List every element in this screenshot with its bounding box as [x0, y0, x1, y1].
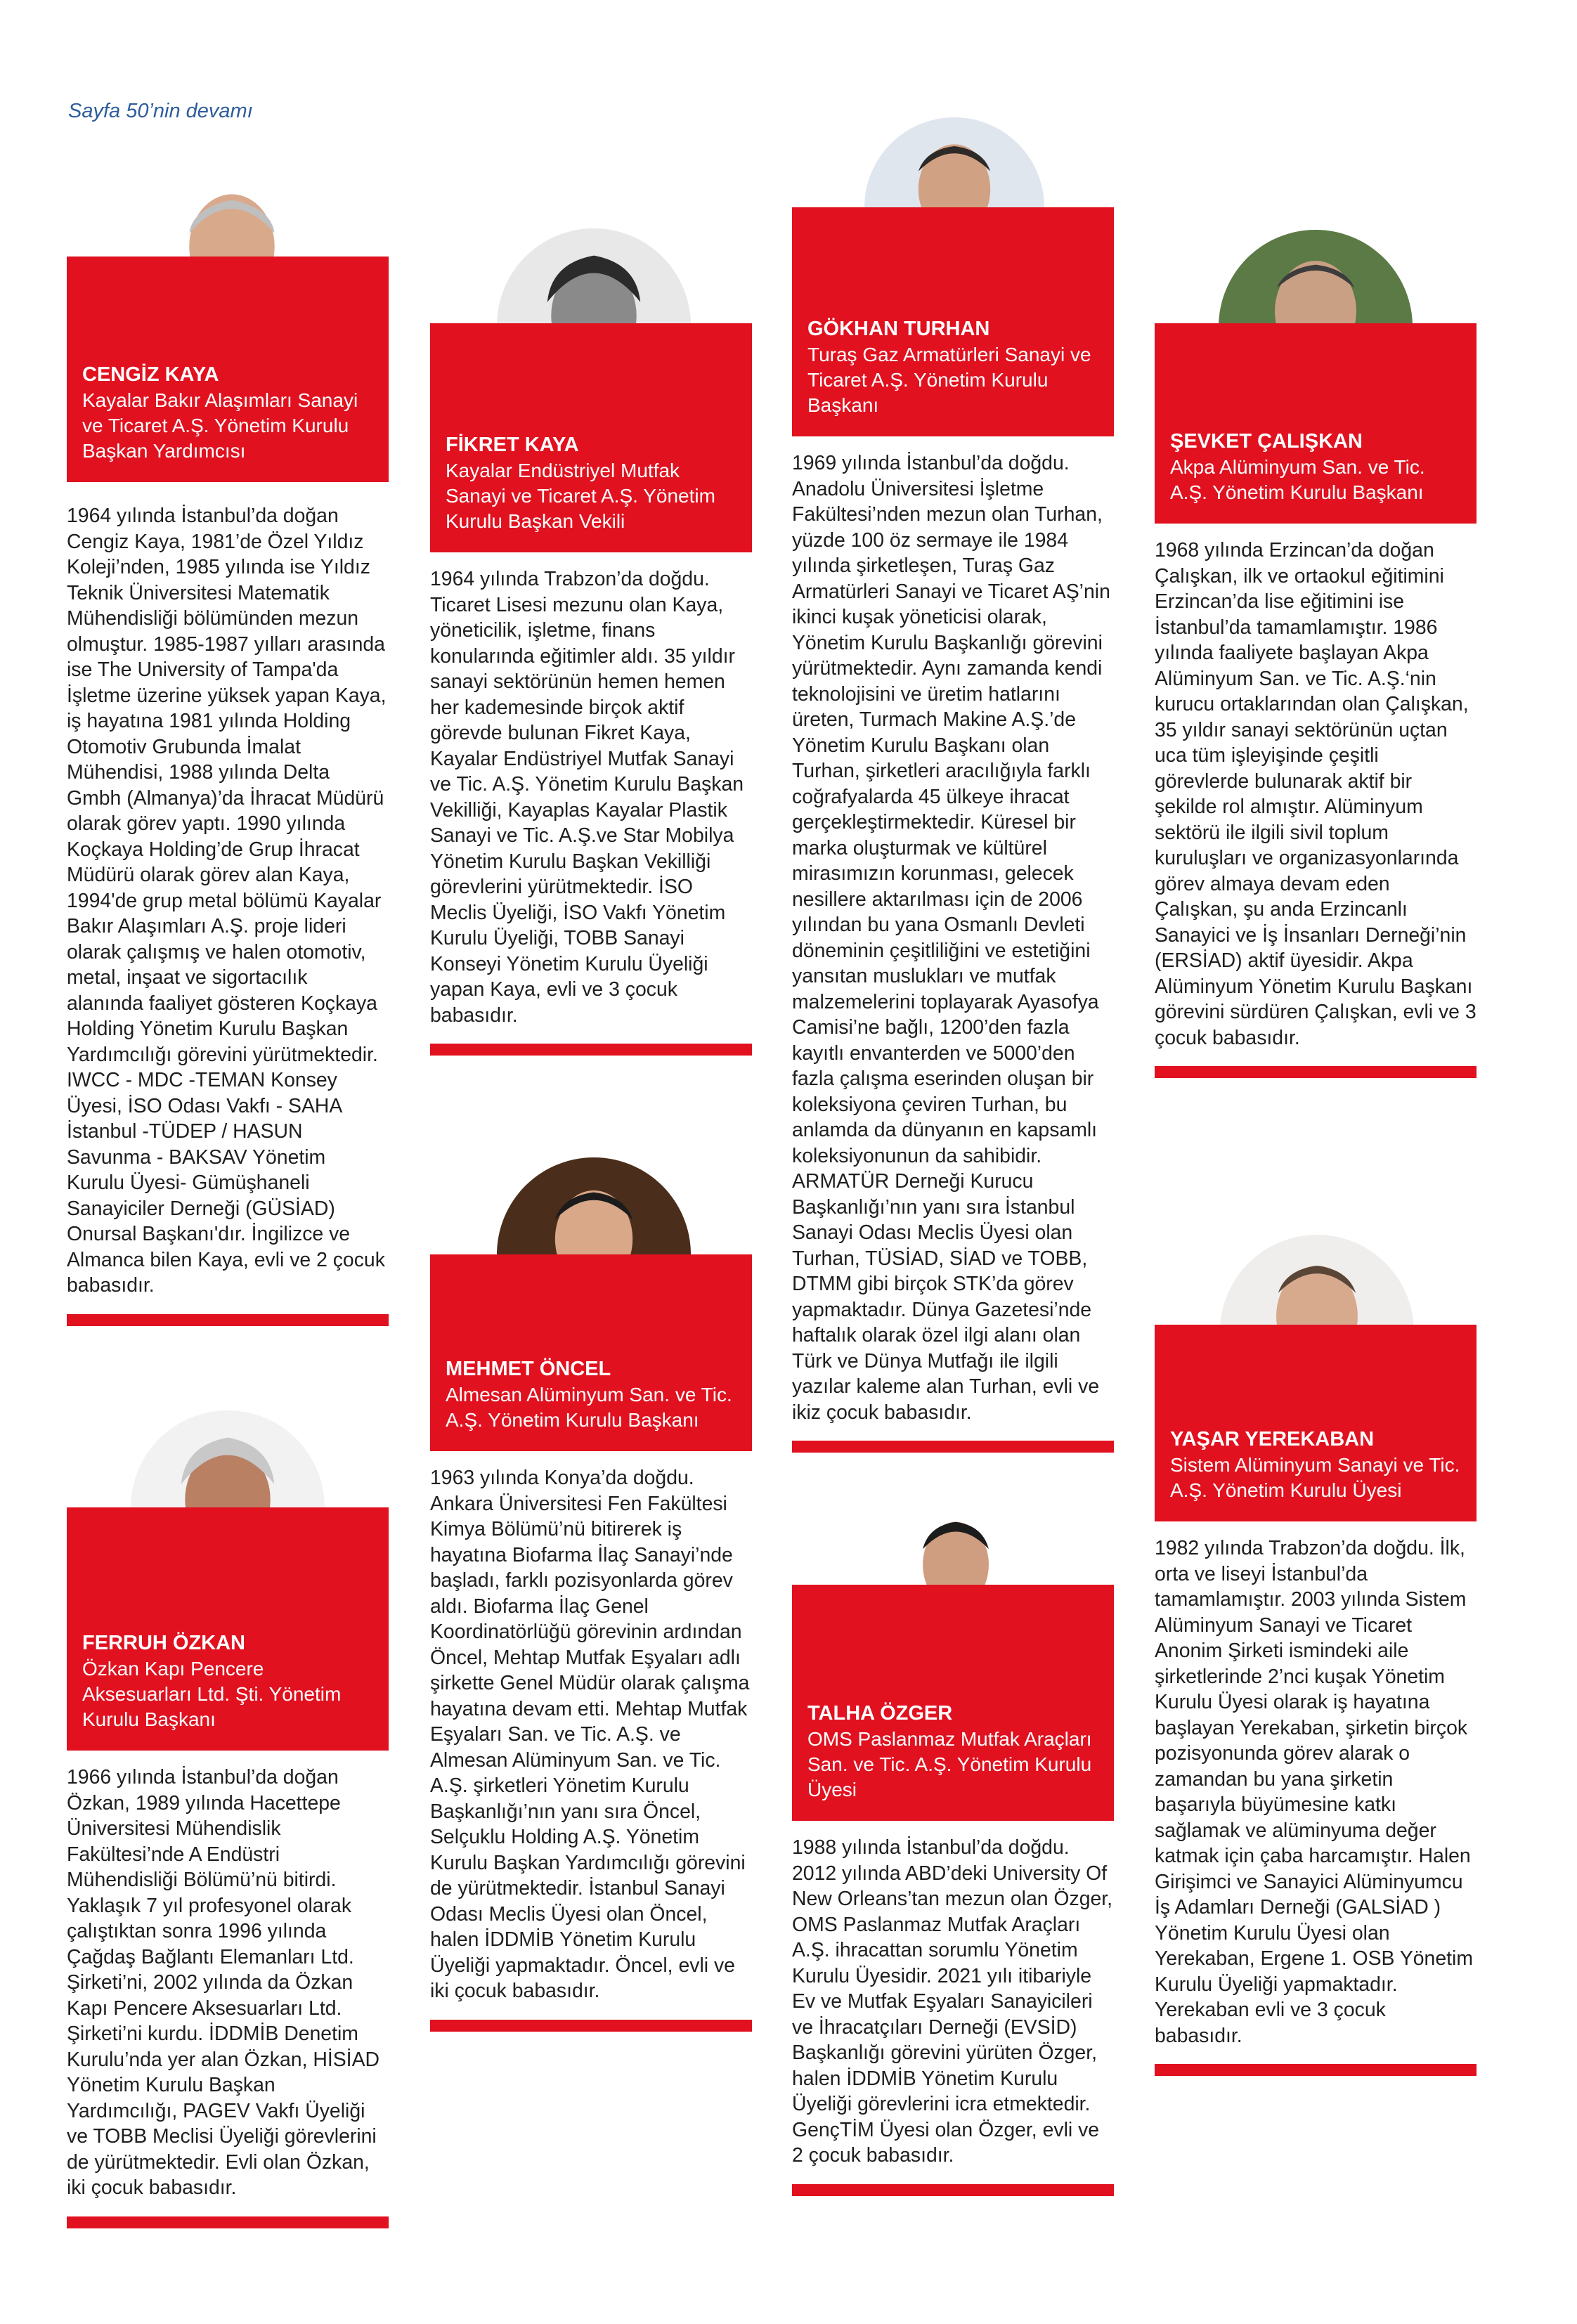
continued-from-label: Sayfa 50’nin devamı [68, 100, 253, 122]
profile-bio: 1968 yılında Erzincan’da doğan Çalışkan, ilk ve ortaokul eğitimini Erzincan’da lise eğitimini ise İstanbul’da tamamlamıştır. 1986 yılında faaliyete başlayan Akpa Alüminyum San. ve Tic. A.Ş.‘nin kurucu ortaklarından olan Çalışkan, 35 yıldır sanayi sektörünün uçtan uca tüm işleyişinde çeşitli görevlerde bulunarak aktif bir şekilde rol almıştır. Alüminyum sektörü ile ilgili sivil toplum kuruluşları ve organizasyonlarında görev almaya devam eden Çalışkan, şu anda Erzincanlı Sanayici ve İş İnsanları Derneği’nin (ERSİAD) aktif üyesidir. Akpa Alüminyum Yönetim Kurulu Başkanı görevini sürdüren Çalışkan, evli ve 3 çocuk babasıdır. [1155, 539, 1477, 1049]
profile-title: Akpa Alüminyum San. ve Tic. A.Ş. Yönetim Kurulu Başkanı [1170, 456, 1425, 503]
section-divider-bar [792, 2184, 1114, 2196]
profile-bio: 1988 yılında İstanbul’da doğdu. 2012 yılında ABD’deki University Of New Orleans’tan mezun olan Özger, OMS Paslanmaz Mutfak Araçları A.Ş. ihracattan sorumlu Yönetim Kurulu Üyesidir. 2021 yılı itibariyle Ev ve Mutfak Eşyaları Sanayicileri ve İhracatçıları Derneği (EVSİD) Başkanlığı görevini yürüten Özger, halen İDDMİB Yönetim Kurulu Üyeliği görevlerini icra etmektedir. GençTİM Üyesi olan Özger, evli ve 2 çocuk babasıdır. [792, 1836, 1113, 2167]
section-divider-bar [67, 2216, 389, 2228]
profile-bio: 1963 yılında Konya’da doğdu. Ankara Üniversitesi Fen Fakültesi Kimya Bölümü’nü bitirerek iş hayatına Biofarma İlaç Sanayi’nde başladı, farklı pozisyonlarda görev aldı. Biofarma İlaç Genel Koordinatörlüğü görevinin ardından Öncel, Mehtap Mutfak Eşyaları adlı şirkette Genel Müdür olarak çalışma hayatına devam etti. Mehtap Mutfak Eşyaları San. ve Tic. A.Ş. ve Almesan Alüminyum San. ve Tic. A.Ş. şirketleri Yönetim Kurulu Başkanlığı’nın yanı sıra Öncel, Selçuklu Holding A.Ş. Yönetim Kurulu Başkan Yardımcılığı görevini de yürütmektedir. İstanbul Sanayi Odası Meclis Üyesi olan Öncel, halen İDDMİB Yönetim Kurulu Üyeliği yapmaktadır. Öncel, evli ve iki çocuk babasıdır. [430, 1467, 750, 2002]
profile-title: Almesan Alüminyum San. ve Tic. A.Ş. Yönetim Kurulu Başkanı [446, 1384, 732, 1431]
profile-bio: 1969 yılında İstanbul’da doğdu. Anadolu Üniversitesi İşletme Fakültesi’nden mezun olan Turhan, yüzde 100 öz sermaye ile 1984 yılında şirketleşen, Turaş Gaz Armatürleri Sanayi ve Ticaret AŞ’nin ikinci kuşak yöneticisi olarak, Yönetim Kurulu Başkanlığı görevini yürütmektedir. Aynı zamanda kendi teknolojisini ve üretim hatlarını üreten, Turmach Makine A.Ş.’de Yönetim Kurulu Başkanı olan Turhan, şirketleri aracılığıyla farklı coğrafyalarda 45 ülkeye ihracat gerçekleştirmektedir. Küresel bir marka oluşturmak ve kültürel mirasımızın korunması, gelecek nesillere aktarılması için de 2006 yılından bu yana Osmanlı Devleti döneminin çeşitliliğini ve estetiğini yansıtan muslukları ve mutfak malzemelerini toplayarak Ayasofya Camisi’ne bağlı, 1200’den fazla kayıtlı envanterden ve 5000’den fazla çalışma eserinden oluşan bir koleksiyona çeviren Turhan, bu anlamda da dünyanın en kapsamlı koleksiyonunun da sahibidir. ARMATÜR Derneği Kurucu Başkanlığı’nın yanı sıra İstanbul Sanayi Odası Meclis Üyesi olan Turhan, TÜSİAD, SİAD ve TOBB, DTMM gibi birçok STK’da görev yapmaktadır. Dünya Gazetesi’nde haftalık olarak özel ilgi alanı olan Türk ve Dünya Mutfağı ile ilgili yazılar kaleme alan Turhan, evli ve ikiz çocuk babasıdır. [792, 452, 1110, 1424]
profile-header [792, 1585, 1114, 1821]
profile-card-talha-ozger [792, 1490, 1114, 2196]
profile-name: TALHA ÖZGER [807, 1702, 953, 1725]
profile-title: OMS Paslanmaz Mutfak Araçları San. ve Tic. A.Ş. Yönetim Kurulu Üyesi [807, 1728, 1092, 1800]
profile-bio: 1966 yılında İstanbul’da doğan Özkan, 1989 yılında Hacettepe Üniversitesi Mühendislik Fakültesi’nde A Endüstri Mühendisliği Bölümü’nü bitirdi. Yaklaşık 7 yıl profesyonel olarak çalıştıktan sonra 1996 yılında Çağdaş Bağlantı Elemanları Ltd. Şirketi’ni, 2002 yılında da Özkan Kapı Pencere Aksesuarları Ltd. Şirketi’ni kurdu. İDDMİB Denetim Kurulu’nda yer alan Özkan, HİSİAD Yönetim Kurulu Başkan Yardımcılığı, PAGEV Vakfı Üyeliği ve TOBB Meclisi Üyeliği görevlerini de yürütmektedir. Evli olan Özkan, iki çocuk babasıdır. [67, 1766, 380, 2199]
profile-card-ferruh-ozkan [67, 1406, 389, 2228]
profile-card-fikret-kaya [430, 232, 752, 1056]
profile-name: FERRUH ÖZKAN [82, 1632, 245, 1654]
profile-header [67, 257, 389, 482]
profile-title: Kayalar Bakır Alaşımları Sanayi ve Ticaret A.Ş. Yönetim Kurulu Başkan Yardımcısı [82, 389, 358, 462]
profile-name: YAŞAR YEREKABAN [1170, 1428, 1375, 1450]
profile-card-cengiz-kaya [67, 169, 389, 1326]
profile-title: Sistem Alüminyum Sanayi ve Tic. A.Ş. Yönetim Kurulu Üyesi [1170, 1454, 1460, 1501]
section-divider-bar [430, 1044, 752, 1056]
profile-title: Özkan Kapı Pencere Aksesuarları Ltd. Şti. Yönetim Kurulu Başkanı [82, 1658, 342, 1730]
profile-card-sevket-caliskan [1155, 225, 1477, 1078]
profile-card-gokhan-turhan [792, 112, 1114, 1453]
section-divider-bar [430, 2020, 752, 2032]
profile-name: FİKRET KAYA [446, 434, 579, 456]
section-divider-bar [1155, 2064, 1477, 2076]
profile-name: ŞEVKET ÇALIŞKAN [1170, 430, 1363, 453]
profile-header [67, 1507, 389, 1751]
profile-bio: 1964 yılında Trabzon’da doğdu. Ticaret Lisesi mezunu olan Kaya, yöneticilik, işletme, finans konularında eğitimler aldı. 35 yıldır sanayi sektörünün hemen hemen her kademesinde birçok aktif görevde bulunan Fikret Kaya, Kayalar Endüstriyel Mutfak Sanayi ve Tic. A.Ş. Yönetim Kurulu Başkan Vekilliği, Kayaplas Kayalar Plastik Sanayi ve Tic. A.Ş.ve Star Mobilya Yönetim Kurulu Başkan Vekilliği görevlerini yürütmektedir. İSO Meclis Üyeliği, İSO Vakfı Yönetim Kurulu Üyeliği, TOBB Sanayi Konseyi Yönetim Kurulu Üyeliği yapan Kaya, evli ve 3 çocuk babasıdır. [430, 568, 744, 1027]
profile-bio: 1964 yılında İstanbul’da doğan Cengiz Kaya, 1981’de Özel Yıldız Koleji’nden, 1985 yılında ise Yıldız Teknik Üniversitesi Matematik Mühendisliği bölümünden mezun olmuştur. 1985-1987 yılları arasında ise The University of Tampa'da İşletme üzerine yüksek yapan Kaya, iş hayatına 1981 yılında Holding Otomotiv Grubunda İmalat Mühendisi, 1988 yılında Delta Gmbh (Almanya)’da İhracat Müdürü olarak görev yaptı. 1990 yılında Koçkaya Holding’de Grup İhracat Müdürü olarak görev alan Kaya, 1994'de grup metal bölümü Kayalar Bakır Alaşımları A.Ş. proje lideri olarak çalışmış ve halen otomotiv, metal, inşaat ve sigortacılık alanında faaliyet gösteren Koçkaya Holding Yönetim Kurulu Başkan Yardımcılığı görevini yürütmektedir. IWCC - MDC -TEMAN Konsey Üyesi, İSO Odası Vakfı - SAHA İstanbul -TÜDEP / HASUN Savunma - BAKSAV Yönetim Kurulu Üyesi- Gümüşhaneli Sanayiciler Derneği (GÜSİAD) Onursal Başkanı'dır. İngilizce ve Almanca bilen Kaya, evli ve 2 çocuk babasıdır. [67, 505, 387, 1297]
profile-name: MEHMET ÖNCEL [446, 1358, 611, 1380]
section-divider-bar [67, 1314, 389, 1326]
section-divider-bar [1155, 1066, 1477, 1078]
profile-card-yasar-yerekaban [1155, 1230, 1477, 2076]
profile-title: Turaş Gaz Armatürleri Sanayi ve Ticaret A.Ş. Yönetim Kurulu Başkanı [807, 344, 1091, 416]
profile-header [430, 323, 752, 552]
section-divider-bar [792, 1441, 1114, 1453]
profile-header [1155, 1325, 1477, 1521]
profile-header [792, 207, 1114, 436]
profile-title: Kayalar Endüstriyel Mutfak Sanayi ve Ticaret A.Ş. Yönetim Kurulu Başkan Vekili [446, 460, 715, 532]
profile-card-mehmet-oncel [430, 1153, 752, 2032]
profile-bio: 1982 yılında Trabzon’da doğdu. İlk, orta ve liseyi İstanbul’da tamamlamıştır. 2003 yılında Sistem Alüminyum Sanayi ve Ticaret Anonim Şirketi ismindeki aile şirketlerinde 2’nci kuşak Yönetim Kurulu Üyesi olarak iş hayatına başlayan Yerekaban, şirketin birçok pozisyonunda görev alarak o zamandan bu yana şirketin başarıyla büyümesine katkı sağlamak ve alüminyuma değer katmak için çaba harcamıştır. Halen Girişimci ve Sanayici Alüminyumcu İş Adamları Derneği (GALSİAD ) Yönetim Kurulu Üyesi olan Yerekaban, Ergene 1. OSB Yönetim Kurulu Üyeliği yapmaktadır. Yerekaban evli ve 3 çocuk babasıdır. [1155, 1537, 1473, 2047]
profile-header [430, 1254, 752, 1451]
profile-name: CENGİZ KAYA [82, 363, 219, 386]
profile-name: GÖKHAN TURHAN [807, 318, 990, 340]
profile-header [1155, 323, 1477, 524]
